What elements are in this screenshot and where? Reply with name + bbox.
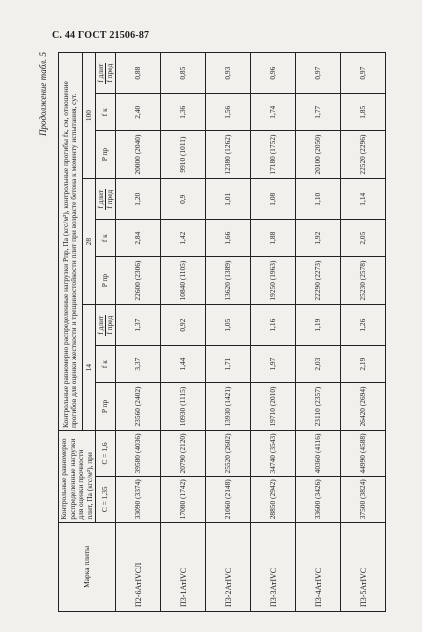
cell-f28: 2,84 (116, 220, 161, 257)
cell-p28: 22290 (2273) (296, 257, 341, 305)
header-group: Контрольные равномерно распределенные нагрузки Pпр, Па (кгс/м²), контрольные прогибы fк, см, отношение прогибов для оценки жесткости и трещиностойкости плит при возрасте бетона к моменту испытания, сут. (59, 53, 83, 431)
header-age-28: 28 (82, 179, 96, 305)
cell-r28: 1,08 (251, 179, 296, 220)
cell-r100: 0,85 (161, 53, 206, 94)
header-p100: P пр (96, 131, 116, 179)
cell-p14: 23560 (2402) (116, 382, 161, 430)
cell-r28: 1,20 (116, 179, 161, 220)
ratio-bottom: f пред (104, 189, 114, 209)
cell-c135: 17080 (1742) (161, 476, 206, 522)
cell-p100: 22520 (2296) (341, 131, 386, 179)
cell-r100: 0,97 (296, 53, 341, 94)
header-ratio100 (96, 53, 116, 94)
cell-brand: П3-3АтIVС (251, 522, 296, 611)
cell-p14: 19710 (2010) (251, 382, 296, 430)
cell-c16: 40360 (4116) (296, 431, 341, 477)
ratio-bottom: f пред (104, 63, 114, 83)
cell-f28: 1,92 (296, 220, 341, 257)
cell-f28: 1,66 (206, 220, 251, 257)
cell-f100: 1,74 (251, 94, 296, 131)
table-row (296, 53, 341, 612)
cell-f14: 2,03 (296, 346, 341, 383)
cell-r14: 1,37 (116, 305, 161, 346)
cell-p14: 23110 (2357) (296, 382, 341, 430)
header-age-100: 100 (82, 53, 96, 179)
header-control-loads: Контрольные равномерно распределенные нагрузки для оценки прочности плит, Па (кгс/м²), при (59, 431, 96, 523)
header-age-14: 14 (82, 305, 96, 431)
page-header: С. 44 ГОСТ 21506-87 (52, 30, 150, 41)
data-table (58, 52, 386, 612)
cell-f14: 1,97 (251, 346, 296, 383)
cell-r14: 1,05 (206, 305, 251, 346)
cell-p28: 13620 (1389) (206, 257, 251, 305)
ratio-top: f длит (96, 63, 106, 83)
cell-r14: 1,16 (251, 305, 296, 346)
ratio-bottom: f пред (104, 315, 114, 335)
cell-p14: 13930 (1421) (206, 382, 251, 430)
header-ratio14 (96, 305, 116, 346)
cell-brand: П2-6АтIVСЛ (116, 522, 161, 611)
header-c135: С = 1,35 (96, 476, 116, 522)
cell-r100: 0,88 (116, 53, 161, 94)
cell-p100: 20100 (2050) (296, 131, 341, 179)
cell-c135: 28850 (2942) (251, 476, 296, 522)
table-row (116, 53, 161, 612)
cell-f28: 1,88 (251, 220, 296, 257)
cell-f100: 1,85 (341, 94, 386, 131)
cell-p28: 25230 (2578) (341, 257, 386, 305)
cell-r28: 1,10 (296, 179, 341, 220)
cell-r14: 0,92 (161, 305, 206, 346)
cell-c135: 33600 (3426) (296, 476, 341, 522)
cell-brand: П3-1АтIVС (161, 522, 206, 611)
cell-c135: 21060 (2148) (206, 476, 251, 522)
cell-c16: 20790 (2120) (161, 431, 206, 477)
header-f28: f к (96, 220, 116, 257)
cell-c16: 34740 (3543) (251, 431, 296, 477)
cell-f14: 1,71 (206, 346, 251, 383)
cell-brand: П3-5АтIVС (341, 522, 386, 611)
header-c16: С = 1,6 (96, 431, 116, 477)
cell-p100: 20000 (2040) (116, 131, 161, 179)
cell-c135: 37500 (3824) (341, 476, 386, 522)
header-f100: f к (96, 94, 116, 131)
header-brand: Марка плиты (59, 522, 116, 611)
cell-p28: 10840 (1105) (161, 257, 206, 305)
table-row (206, 53, 251, 612)
cell-c16: 39580 (4036) (116, 431, 161, 477)
cell-f28: 2,05 (341, 220, 386, 257)
cell-p100: 9910 (1011) (161, 131, 206, 179)
table-row (251, 53, 296, 612)
header-p28: P пр (96, 257, 116, 305)
cell-p28: 22600 (2306) (116, 257, 161, 305)
header-f14: f к (96, 346, 116, 383)
header-ratio28 (96, 179, 116, 220)
cell-r28: 0,9 (161, 179, 206, 220)
cell-r14: 1,26 (341, 305, 386, 346)
cell-r28: 1,14 (341, 179, 386, 220)
cell-f100: 2,40 (116, 94, 161, 131)
cell-r14: 1,19 (296, 305, 341, 346)
rotated-table-block (38, 52, 378, 612)
cell-p100: 12380 (1262) (206, 131, 251, 179)
cell-r28: 1,01 (206, 179, 251, 220)
cell-f14: 1,44 (161, 346, 206, 383)
cell-f14: 3,37 (116, 346, 161, 383)
header-p14: P пр (96, 382, 116, 430)
cell-p14: 10930 (1115) (161, 382, 206, 430)
table-row (161, 53, 206, 612)
table-caption: Продолжение табл. 5 (38, 52, 48, 136)
cell-p14: 26420 (2694) (341, 382, 386, 430)
cell-c16: 44990 (4588) (341, 431, 386, 477)
cell-p28: 19250 (1963) (251, 257, 296, 305)
cell-brand: П3-2АтIVС (206, 522, 251, 611)
cell-c16: 25520 (2602) (206, 431, 251, 477)
cell-c135: 33090 (3374) (116, 476, 161, 522)
ratio-top: f длит (96, 189, 106, 209)
cell-r100: 0,93 (206, 53, 251, 94)
cell-f14: 2,19 (341, 346, 386, 383)
cell-p100: 17180 (1752) (251, 131, 296, 179)
cell-r100: 0,97 (341, 53, 386, 94)
cell-f100: 1,56 (206, 94, 251, 131)
cell-f28: 1,42 (161, 220, 206, 257)
cell-f100: 1,36 (161, 94, 206, 131)
table-row (341, 53, 386, 612)
ratio-top: f длит (96, 315, 106, 335)
cell-brand: П3-4АтIVС (296, 522, 341, 611)
cell-r100: 0,96 (251, 53, 296, 94)
cell-f100: 1,77 (296, 94, 341, 131)
